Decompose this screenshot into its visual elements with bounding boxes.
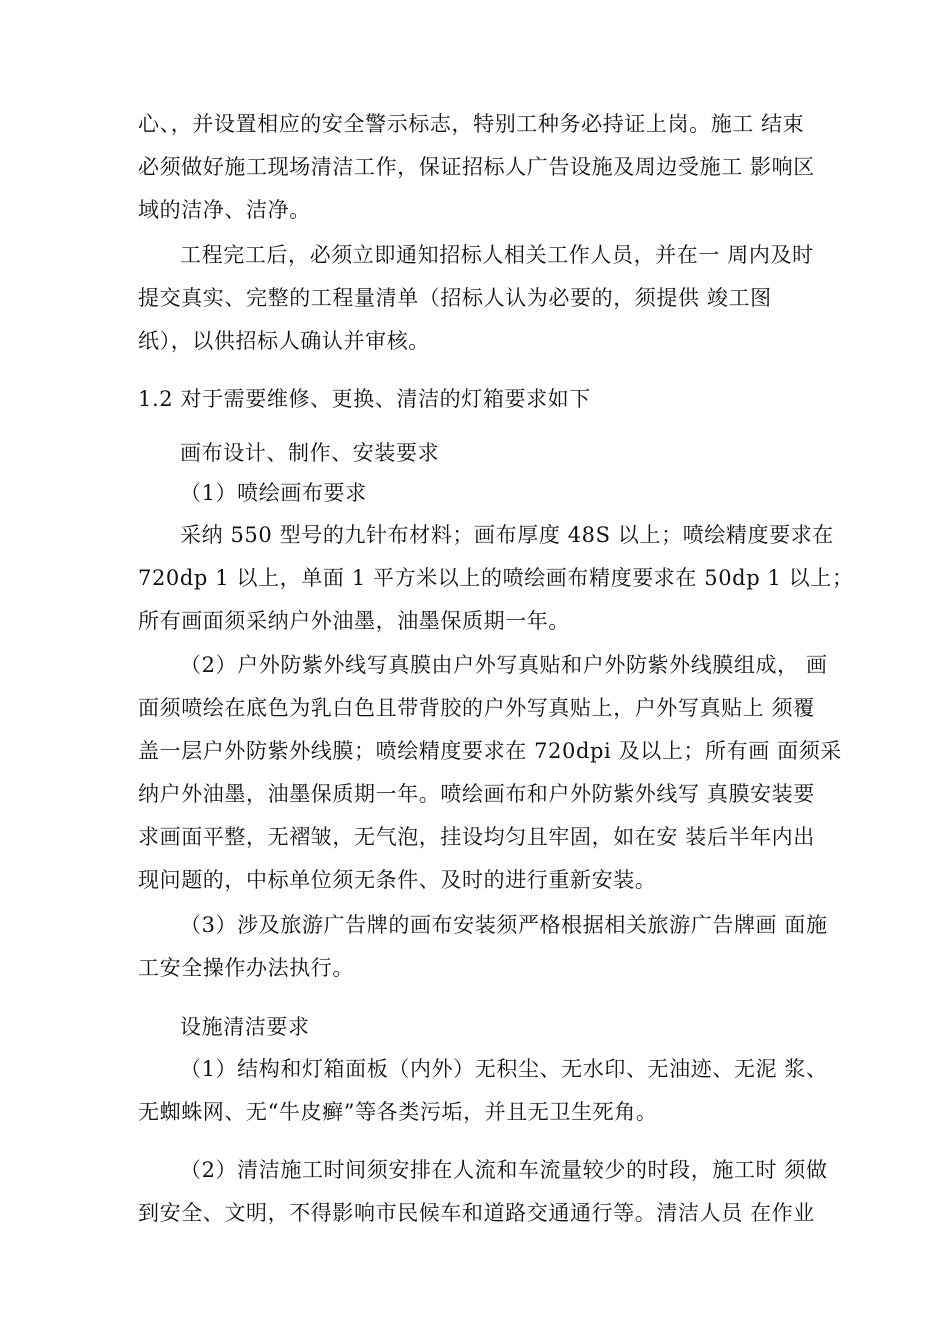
text-line: 到安全、文明，不得影响市民候车和道路交通通行等。清洁人员 在作业 (138, 1201, 815, 1225)
text-line: 无蜘蛛网、无“牛皮癣”等各类污垢，并且无卫生死角。 (138, 1100, 658, 1124)
text-line: 必须做好施工现场清洁工作，保证招标人广告设施及周边受施工 影响区 (138, 155, 815, 179)
sub-heading: 画布设计、制作、安装要求 (180, 441, 440, 465)
text-line: 工安全操作办法执行。 (138, 956, 354, 980)
list-item-label: （1）喷绘画布要求 (180, 481, 367, 505)
text-line: 求画面平整，无褶皱，无气泡，挂设均匀且牢固，如在安 装后半年内出 (138, 825, 815, 849)
text-line: （2）清洁施工时间须安排在人流和车流量较少的时段，施工时 须做 (180, 1158, 828, 1182)
text-line: 心、，并设置相应的安全警示标志，特别工种务必持证上岗。施工 结束 (138, 112, 805, 136)
text-line: 现问题的，中标单位须无条件、及时的进行重新安装。 (138, 868, 657, 892)
text-line: （1）结构和灯箱面板（内外）无积尘、无水印、无油迹、无泥 浆、 (180, 1057, 828, 1081)
section-heading: 1.2 对于需要维修、更换、清洁的灯箱要求如下 (138, 387, 591, 411)
text-line: 域的洁净、洁净。 (138, 198, 311, 222)
sub-heading: 设施清洁要求 (180, 1015, 310, 1039)
text-line: 720dp 1 以上，单面 1 平方米以上的喷绘画布精度要求在 50dp 1 以上； (138, 566, 854, 590)
text-line: 工程完工后，必须立即通知招标人相关工作人员，并在一 周内及时 (180, 243, 814, 267)
text-line: 面须喷绘在底色为乳白色且带背胶的户外写真贴上，户外写真贴上 须覆 (138, 696, 815, 720)
text-line: 纳户外油墨，油墨保质期一年。喷绘画布和户外防紫外线写 真膜安装要 (138, 782, 815, 806)
text-line: 所有画面须采纳户外油墨，油墨保质期一年。 (138, 609, 570, 633)
text-line: 提交真实、完整的工程量清单（招标人认为必要的，须提供 竣工图 (138, 286, 772, 310)
text-line: 盖一层户外防紫外线膜；喷绘精度要求在 720dpi 及以上；所有画 面须采 (138, 739, 842, 763)
text-line: 采纳 550 型号的九针布材料；画布厚度 48S 以上；喷绘精度要求在 (180, 523, 834, 547)
text-line: （3）涉及旅游广告牌的画布安装须严格根据相关旅游广告牌画 面施 (180, 913, 828, 937)
text-line: （2）户外防紫外线写真膜由户外写真贴和户外防紫外线膜组成， 画 (180, 653, 828, 677)
text-line: 纸），以供招标人确认并审核。 (138, 329, 430, 353)
